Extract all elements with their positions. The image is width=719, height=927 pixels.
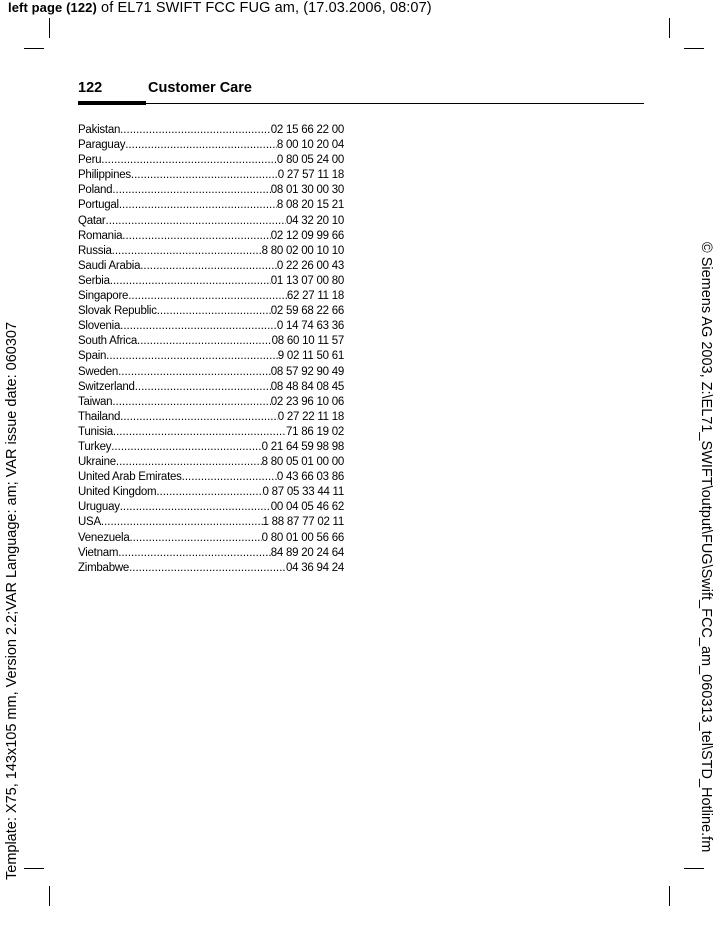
country-name: Philippines: [78, 169, 131, 182]
phone-number: 02 59 68 22 66: [270, 305, 344, 318]
phone-number: 0 80 01 00 56 66: [261, 531, 344, 544]
country-name: Slovak Republic: [78, 305, 157, 318]
list-item: [78, 515, 344, 530]
dot-leader: [101, 153, 277, 168]
dot-leader: [129, 531, 261, 546]
dot-leader: [122, 229, 270, 244]
country-name: Singapore: [78, 290, 129, 303]
page-title: Customer Care: [148, 80, 252, 96]
country-name: Sweden: [78, 365, 119, 378]
country-name: Pakistan: [78, 124, 121, 136]
list-item: [78, 470, 344, 485]
dot-leader: [116, 455, 262, 470]
dot-leader: [120, 123, 271, 138]
dot-leader: [113, 425, 286, 440]
list-item: [78, 485, 344, 500]
phone-number: 9 02 11 50 61: [277, 350, 344, 363]
dot-leader: [118, 365, 271, 380]
dot-leader: [119, 198, 277, 213]
list-item: [78, 259, 344, 274]
country-name: Romania: [78, 229, 123, 242]
dot-leader: [157, 304, 271, 319]
dot-leader: [106, 214, 286, 229]
phone-number: 04 32 20 10: [285, 214, 344, 227]
country-name: Saudi Arabia: [78, 259, 141, 272]
dot-leader: [135, 380, 271, 395]
phone-number: 08 48 84 08 45: [270, 380, 344, 393]
list-item: [78, 123, 344, 138]
phone-number: 08 60 10 11 57: [271, 335, 344, 348]
country-name: Turkey: [78, 440, 112, 453]
country-name: South Africa: [78, 335, 138, 348]
crop-mark-bottom-right-horizontal: [684, 868, 704, 869]
phone-number: 8 00 10 20 04: [276, 139, 344, 152]
phone-number: 84 89 20 24 64: [270, 546, 344, 559]
dot-leader: [182, 470, 277, 485]
list-item: [78, 349, 344, 364]
list-item: [78, 138, 344, 153]
phone-number: 0 43 66 03 86: [276, 471, 344, 484]
dot-leader: [110, 274, 271, 289]
country-name: Tunisia: [78, 425, 113, 438]
phone-number: 02 15 66 22 00: [270, 124, 344, 136]
list-item: [78, 425, 344, 440]
dot-leader: [120, 410, 278, 425]
dot-leader: [112, 244, 262, 259]
phone-number: 1 88 87 77 02 11: [262, 516, 344, 529]
country-name: Paraguay: [78, 139, 126, 152]
crop-mark-top-left-horizontal: [24, 48, 44, 49]
list-item: [78, 304, 344, 319]
list-item: [78, 319, 344, 334]
print-header-info: of EL71 SWIFT FCC FUG am, (17.03.2006, 08:07): [96, 0, 432, 16]
crop-mark-bottom-right-vertical: [669, 886, 670, 906]
crop-mark-top-left-vertical: [49, 18, 50, 38]
list-item: [78, 500, 344, 515]
phone-number: 02 23 96 10 06: [270, 395, 344, 408]
phone-number: 0 87 05 33 44 11: [262, 486, 344, 499]
list-item: [78, 244, 344, 259]
list-item: [78, 153, 344, 168]
template-info-margin: Template: X75, 143x105 mm, Version 2.2;VAR Language: am; VAR issue date: 060307: [4, 321, 20, 880]
list-item: [78, 546, 344, 561]
country-name: Peru: [78, 154, 102, 167]
phone-number: 8 08 20 15 21: [276, 199, 344, 212]
phone-number: 0 14 74 63 36: [276, 320, 344, 333]
country-name: United Arab Emirates: [78, 471, 182, 484]
list-item: [78, 455, 344, 470]
list-item: [78, 289, 344, 304]
list-item: [78, 334, 344, 349]
phone-number: 62 27 11 18: [286, 290, 344, 303]
dot-leader: [129, 561, 286, 576]
dot-leader: [118, 546, 271, 561]
dot-leader: [101, 515, 263, 530]
crop-mark-top-right-horizontal: [684, 48, 704, 49]
dot-leader: [128, 289, 287, 304]
country-name: Uruguay: [78, 501, 120, 514]
list-item: [78, 214, 344, 229]
dot-leader: [140, 259, 277, 274]
country-name: Vietnam: [78, 546, 119, 559]
phone-number: 02 12 09 99 66: [270, 229, 344, 242]
country-name: Russia: [78, 244, 112, 257]
country-name: Taiwan: [78, 395, 113, 408]
list-item: [78, 410, 344, 425]
country-name: Venezuela: [78, 531, 130, 544]
dot-leader: [112, 183, 270, 198]
phone-number: 8 80 02 00 10 10: [261, 244, 344, 257]
dot-leader: [106, 349, 278, 364]
country-name: Poland: [78, 184, 113, 197]
page-number: 122: [78, 80, 103, 96]
dot-leader: [120, 319, 277, 334]
list-item: [78, 531, 344, 546]
phone-number: 0 27 57 11 18: [277, 169, 344, 182]
dot-leader: [125, 138, 277, 153]
list-item: [78, 229, 344, 244]
phone-number: 04 36 94 24: [285, 561, 344, 574]
list-item: [78, 168, 344, 183]
dot-leader: [112, 395, 270, 410]
hotline-list: [78, 123, 344, 576]
phone-number: 8 80 05 01 00 00: [261, 456, 344, 469]
country-name: Ukraine: [78, 456, 116, 469]
phone-number: 71 86 19 02: [285, 425, 344, 438]
print-header: [8, 0, 432, 16]
phone-number: 00 04 05 46 62: [270, 501, 344, 514]
phone-number: 08 01 30 00 30: [270, 184, 344, 197]
heading-rule: [78, 103, 644, 104]
phone-number: 01 13 07 00 80: [270, 274, 344, 287]
list-item: [78, 561, 344, 576]
crop-mark-bottom-left-horizontal: [24, 868, 44, 869]
country-name: Qatar: [78, 214, 106, 227]
print-header-page: left page (122): [8, 0, 97, 15]
list-item: [78, 274, 344, 289]
phone-number: 08 57 92 90 49: [270, 365, 344, 378]
phone-number: 0 80 05 24 00: [276, 154, 344, 167]
crop-mark-bottom-left-vertical: [49, 886, 50, 906]
country-name: United Kingdom: [78, 486, 157, 499]
country-name: Serbia: [78, 274, 110, 287]
dot-leader: [120, 500, 271, 515]
dot-leader: [137, 334, 272, 349]
country-name: Slovenia: [78, 320, 121, 333]
list-item: [78, 380, 344, 395]
list-item: [78, 365, 344, 380]
dot-leader: [111, 440, 261, 455]
country-name: Spain: [78, 350, 107, 363]
crop-mark-top-right-vertical: [669, 18, 670, 38]
dot-leader: [131, 168, 278, 183]
country-name: Switzerland: [78, 380, 135, 393]
copyright-path-margin: © Siemens AG 2003, Z:\EL71_SWIFT\output\FUG\Swift_FCC_am_060313_tel\STD_Hotline.fm: [698, 242, 714, 853]
country-name: USA: [78, 516, 101, 529]
country-name: Zimbabwe: [78, 561, 130, 574]
list-item: [78, 440, 344, 455]
list-item: [78, 395, 344, 410]
phone-number: 0 22 26 00 43: [276, 259, 344, 272]
phone-number: 0 27 22 11 18: [277, 410, 344, 423]
phone-number: 0 21 64 59 98 98: [261, 440, 344, 453]
country-name: Portugal: [78, 199, 119, 212]
country-name: Thailand: [78, 410, 121, 423]
list-item: [78, 198, 344, 213]
dot-leader: [156, 485, 262, 500]
list-item: [78, 183, 344, 198]
